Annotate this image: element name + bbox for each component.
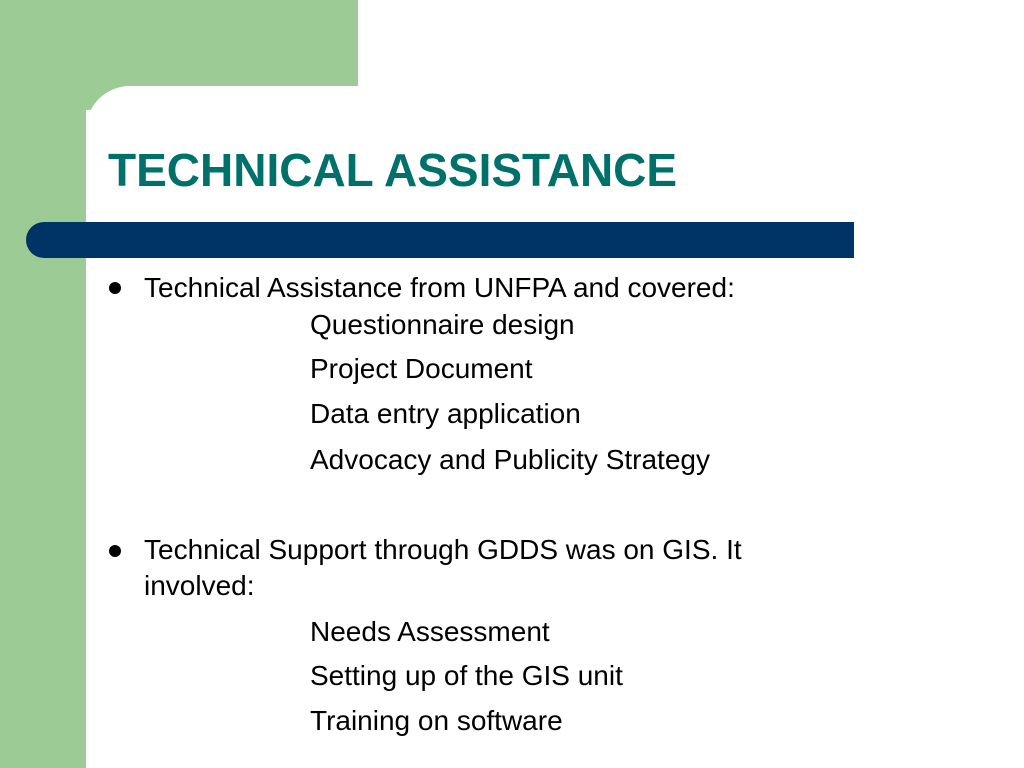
bullet-text: Technical Support through GDDS was on GIS. It <box>144 534 742 565</box>
sub-item: Advocacy and Publicity Strategy <box>310 444 710 475</box>
sub-item: Training on software <box>310 705 563 736</box>
sub-item: Project Document <box>310 353 533 384</box>
slide-title: TECHNICAL ASSISTANCE <box>108 144 678 196</box>
sub-item: Questionnaire design <box>310 309 575 340</box>
sub-item: Data entry application <box>310 398 581 429</box>
sub-item: Needs Assessment <box>310 616 550 647</box>
bullet-text-continuation: involved: <box>144 570 255 601</box>
bullet-dot <box>109 545 121 557</box>
sub-item: Setting up of the GIS unit <box>310 660 623 691</box>
bullet-dot <box>109 282 121 294</box>
bullet-text: Technical Assistance from UNFPA and covered: <box>144 272 735 303</box>
